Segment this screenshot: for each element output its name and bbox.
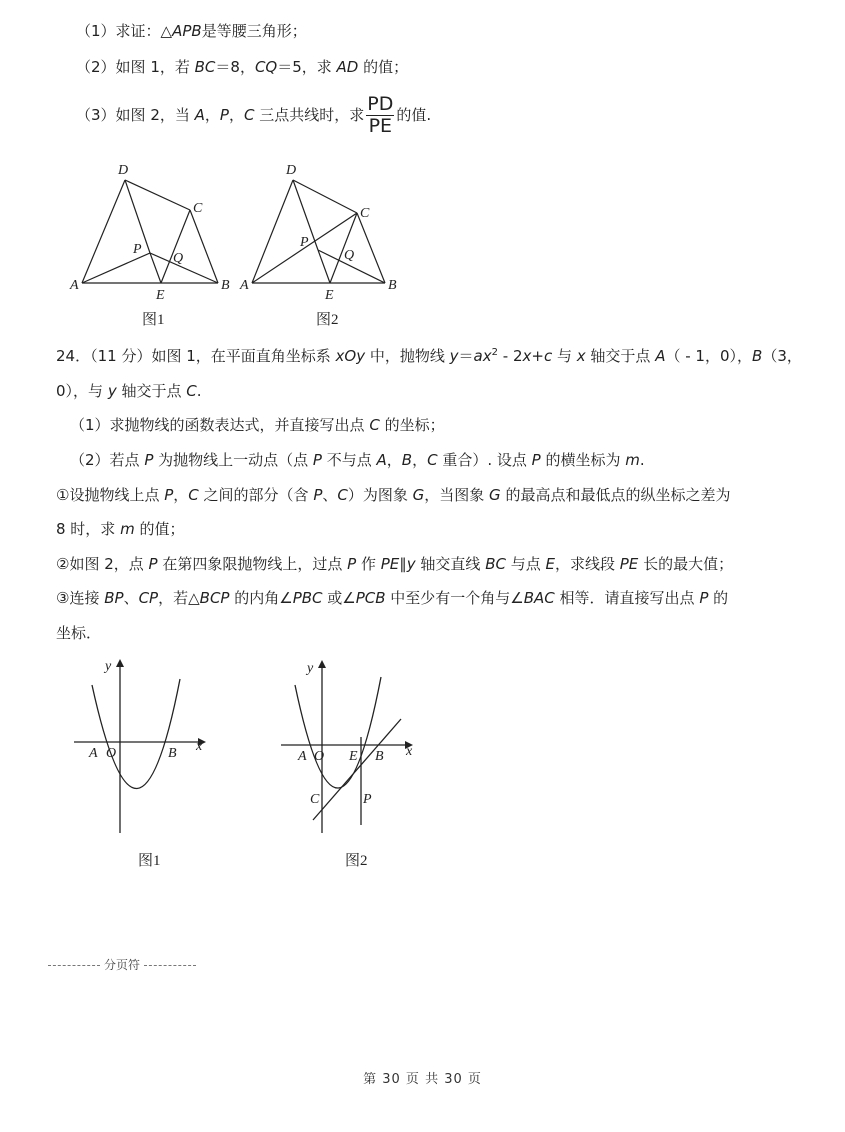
page-break-marker: 分页符 bbox=[48, 956, 196, 973]
fraction-pd-pe: $\frac{PD}{PE}$ bbox=[367, 93, 394, 137]
q24-sub3: ③连接 BP、CP，若△BCP 的内角∠PBC 或∠PCB 中至少有一个角与∠BAC 相等．请直接写出点 P 的 bbox=[56, 589, 729, 607]
q24-sub1-cont: 8 时，求 m 的值； bbox=[56, 520, 185, 538]
parabola bbox=[295, 677, 381, 788]
label-a: A bbox=[70, 278, 79, 293]
line-bc bbox=[313, 719, 401, 820]
label-a: A bbox=[298, 749, 307, 764]
page-footer: 第 30 页 共 30 页 bbox=[363, 1072, 482, 1087]
label-q: Q bbox=[344, 248, 355, 263]
q23-part1: （1）求证：△APB是等腰三角形； bbox=[76, 22, 307, 40]
label-c: C bbox=[193, 201, 203, 216]
label-b: B bbox=[221, 278, 230, 293]
label-e: E bbox=[156, 288, 165, 303]
label-a: A bbox=[89, 746, 98, 761]
q24-sub3-cont: 坐标． bbox=[56, 624, 102, 642]
label-p: P bbox=[300, 235, 309, 250]
q24-figure-1 bbox=[70, 655, 215, 870]
q23-part2: （2）如图 1，若 BC＝8，CQ＝5，求 AD 的值； bbox=[76, 58, 409, 76]
y-arrow-icon bbox=[116, 659, 124, 667]
label-a: A bbox=[240, 278, 249, 293]
segment-ec bbox=[161, 210, 190, 283]
parabola bbox=[92, 679, 180, 789]
label-q: Q bbox=[173, 251, 184, 266]
q23-figure-1 bbox=[60, 150, 240, 335]
q24-line2: 0），与 y 轴交于点 C. bbox=[56, 382, 202, 400]
label-y: y bbox=[105, 659, 112, 674]
label-e: E bbox=[349, 749, 358, 764]
q24-line1: 24．（11 分）如图 1，在平面直角坐标系 xOy 中，抛物线 $y=ax^2 - 2x+c$ 与 x 轴交于点 A（ - 1，0），B（3， bbox=[56, 347, 802, 365]
caption-fig2: 图2 bbox=[345, 853, 368, 869]
label-y: y bbox=[307, 661, 314, 676]
caption-fig1: 图1 bbox=[138, 853, 161, 869]
q23-figure-2 bbox=[230, 150, 410, 335]
q24-part1: （1）求抛物线的函数表达式，并直接写出点 C 的坐标； bbox=[70, 416, 445, 434]
label-b: B bbox=[375, 749, 384, 764]
caption-fig1: 图1 bbox=[142, 312, 165, 328]
label-d: D bbox=[118, 163, 129, 178]
segment-ad bbox=[252, 180, 293, 283]
segment-ad bbox=[82, 180, 125, 283]
segment-cb bbox=[357, 213, 385, 283]
label-c: C bbox=[360, 206, 370, 221]
caption-fig2: 图2 bbox=[316, 312, 339, 328]
label-o: O bbox=[314, 749, 325, 764]
q24-figure-2 bbox=[275, 655, 425, 870]
segment-dc bbox=[125, 180, 190, 210]
label-b: B bbox=[388, 278, 397, 293]
q24-part2: （2）若点 P 为抛物线上一动点（点 P 不与点 A，B，C 重合）. 设点 P 的横坐标为 m. bbox=[70, 451, 645, 469]
q24-sub1: ①设抛物线上点 P，C 之间的部分（含 P、C）为图象 G，当图象 G 的最高点和最低点的纵坐标之差为 bbox=[56, 486, 731, 504]
q24-sub2: ②如图 2，点 P 在第四象限抛物线上，过点 P 作 PE∥y 轴交直线 BC 与点 E，求线段 PE 长的最大值； bbox=[56, 555, 734, 573]
label-o: O bbox=[106, 746, 117, 761]
label-x: x bbox=[196, 739, 203, 754]
label-b: B bbox=[168, 746, 177, 761]
label-x: x bbox=[406, 744, 413, 759]
label-c: C bbox=[310, 792, 320, 807]
label-e: E bbox=[325, 288, 334, 303]
label-d: D bbox=[286, 163, 297, 178]
label-p: P bbox=[363, 792, 372, 807]
label-p: P bbox=[133, 242, 142, 257]
q23-part3: （3）如图 2，当 A，P，C 三点共线时，求 $\frac{PD}{PE}$ 的值. bbox=[76, 93, 432, 137]
y-arrow-icon bbox=[318, 660, 326, 668]
